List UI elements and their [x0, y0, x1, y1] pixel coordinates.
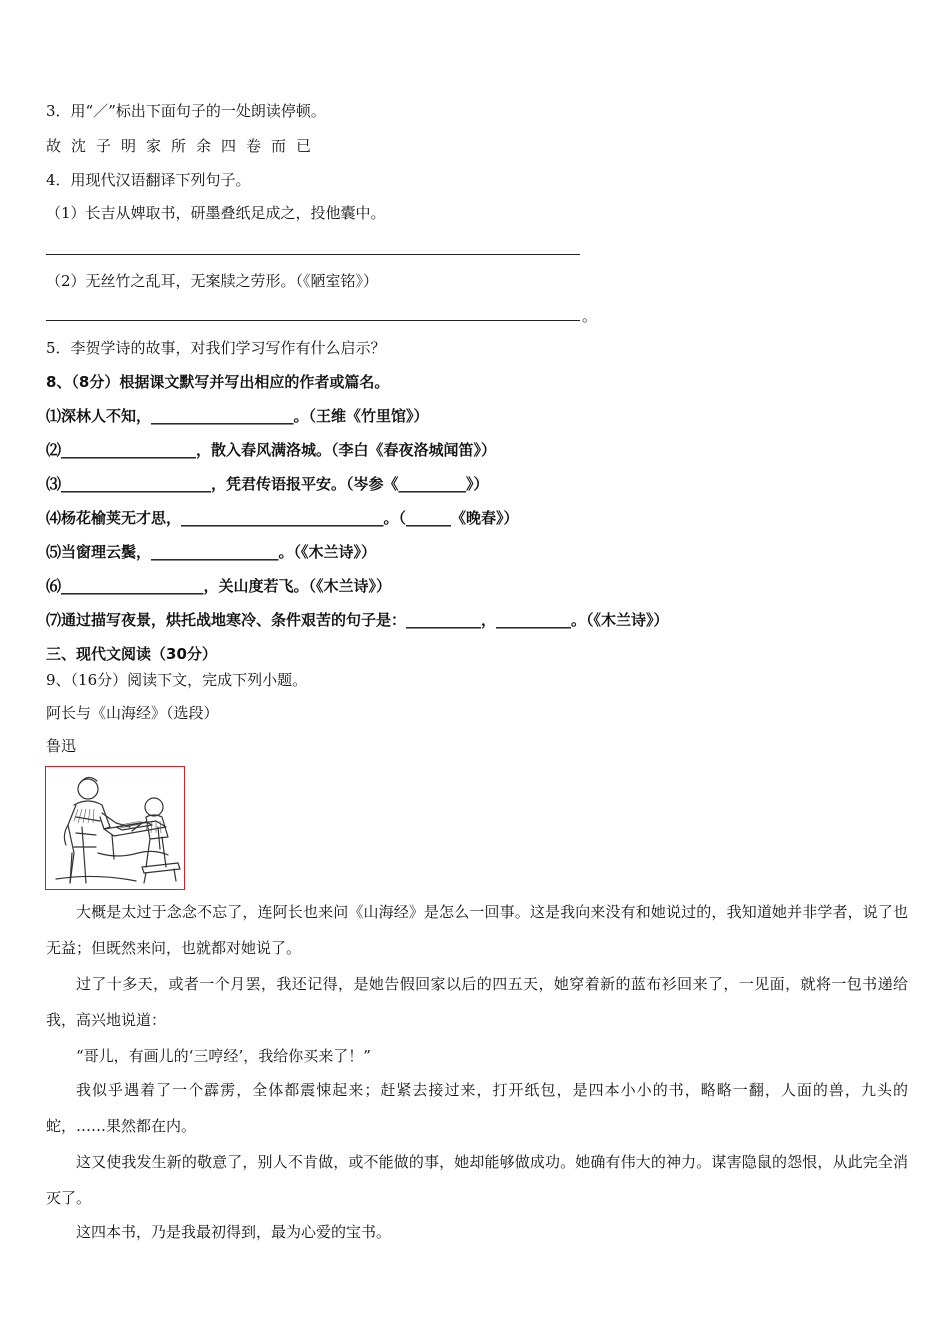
q4-item-2: （2）无丝竹之乱耳，无案牍之劳形。（《陋室铭》）	[46, 272, 379, 290]
q8-item-3: ⑶____________________，凭君传语报平安。（岑参《_________》）	[46, 475, 489, 493]
article-paragraph-3: “哥儿，有画儿的‘三哼经’，我给你买来了！”	[76, 1047, 371, 1065]
q4-prompt: 4．用现代汉语翻译下列句子。	[46, 171, 251, 189]
q3-prompt: 3．用“／”标出下面句子的一处朗读停顿。	[46, 102, 326, 120]
q5-prompt: 5．李贺学诗的故事，对我们学习写作有什么启示？	[46, 339, 386, 357]
answer-line-2[interactable]	[46, 320, 580, 321]
q4-item-1: （1）长吉从婢取书，研墨叠纸足成之，投他囊中。	[46, 204, 386, 222]
q8-header: 8、（8分）根据课文默写并写出相应的作者或篇名。	[46, 373, 390, 391]
article-paragraph-5: 这又使我发生新的敬意了，别人不肯做，或不能做的事，她却能够做成功。她确有伟大的神力。谋害隐鼠的怨恨，从此完全消灭了。	[46, 1153, 908, 1207]
answer-line-1[interactable]	[46, 254, 580, 255]
q3-sentence: 故沈子明家所余四卷而已	[46, 137, 322, 155]
article-author: 鲁迅	[46, 737, 77, 755]
illustration-picture	[45, 766, 185, 890]
q8-item-1: ⑴深林人不知，___________________。（王维《竹里馆》）	[46, 407, 429, 425]
q8-item-4: ⑷杨花榆荚无才思，___________________________。（______《晚春》）	[46, 509, 519, 527]
q8-item-2: ⑵__________________，散入春风满洛城。（李白《春夜洛城闻笛》）	[46, 441, 497, 459]
article-paragraph-6: 这四本书，乃是我最初得到，最为心爱的宝书。	[76, 1223, 392, 1241]
article-paragraph-2: 过了十多天，或者一个月罢，我还记得，是她告假回家以后的四五天，她穿着新的蓝布衫回来了，一见面，就将一包书递给我，高兴地说道：	[46, 975, 908, 1029]
article-title: 阿长与《山海经》（选段）	[46, 704, 219, 722]
q8-item-7: ⑺通过描写夜景，烘托战地寒冷、条件艰苦的句子是：__________，__________。（《木兰诗》）	[46, 611, 669, 629]
answer-line-end-mark: 。	[582, 307, 598, 325]
section-3-title: 三、现代文阅读（30分）	[46, 645, 217, 663]
article-paragraph-4: 我似乎遇着了一个霹雳，全体都震悚起来；赶紧去接过来，打开纸包，是四本小小的书，略略一翻，人面的兽，九头的蛇，……果然都在内。	[46, 1081, 908, 1135]
q8-item-5: ⑸当窗理云鬓，_________________。（《木兰诗》）	[46, 543, 377, 561]
article-paragraph-1: 大概是太过于念念不忘了，连阿长也来问《山海经》是怎么一回事。这是我向来没有和她说过的，我知道她并非学者，说了也无益；但既然来问，也就都对她说了。	[46, 903, 908, 957]
q9-header: 9、（16分）阅读下文，完成下列小题。	[46, 671, 308, 689]
q8-item-6: ⑹___________________，关山度若飞。（《木兰诗》）	[46, 577, 392, 595]
illustration-drawing	[46, 767, 183, 888]
